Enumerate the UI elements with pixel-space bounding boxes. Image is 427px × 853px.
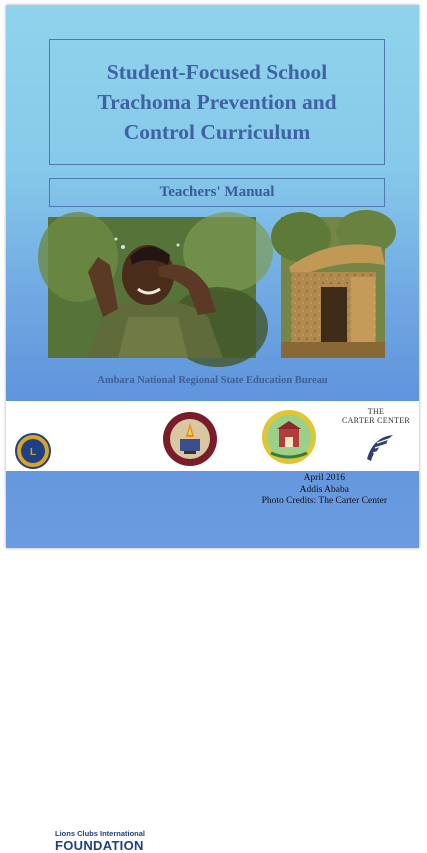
- boy-photo: [48, 217, 256, 358]
- photo-credits: Photo Credits: The Carter Center: [261, 496, 387, 506]
- cover-subtitle: Teachers' Manual: [159, 184, 275, 200]
- manual-cover: [6, 5, 419, 853]
- publication-date: April 2016: [303, 473, 345, 483]
- lions-clubs-logo: [14, 432, 52, 470]
- lions-line-2: FOUNDATION: [55, 838, 144, 853]
- issuing-bureau: Ambara National Regional State Education Bureau: [97, 375, 328, 386]
- publication-info: [262, 473, 387, 508]
- latrine-photo: [281, 217, 385, 358]
- subtitle-frame: [49, 178, 385, 207]
- svg-text:L: L: [29, 447, 37, 458]
- regional-emblem: [261, 409, 317, 465]
- title-frame: [49, 39, 385, 165]
- cover-title: Student-Focused School Trachoma Prevention and Control Curriculum: [97, 60, 337, 144]
- publication-city: Addis Ababa: [299, 484, 349, 495]
- education-bureau-seal: [162, 411, 218, 467]
- carter-center-eagle-icon: [363, 431, 397, 465]
- carter-line-1: THE: [367, 407, 385, 416]
- carter-center-wordmark: [341, 407, 411, 425]
- lions-clubs-wordmark: [55, 829, 145, 853]
- carter-line-2: CARTER CENTER: [341, 416, 411, 425]
- lions-line-1: Lions Clubs International: [55, 829, 146, 838]
